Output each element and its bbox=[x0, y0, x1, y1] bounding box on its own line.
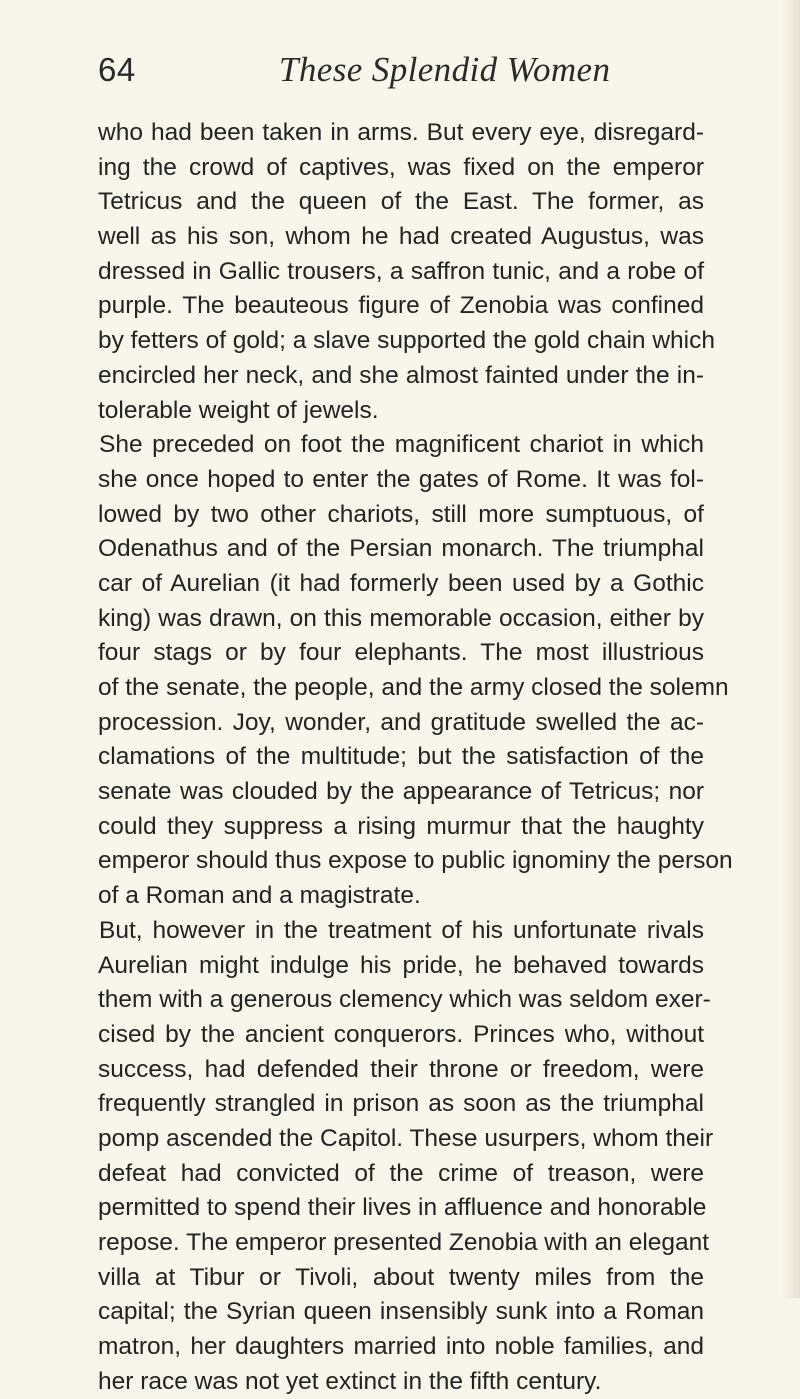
running-title: These Splendid Women bbox=[279, 50, 611, 89]
body-text bbox=[98, 116, 733, 1399]
text-line: villa at Tibur or Tivoli, about twenty miles from the bbox=[98, 1263, 704, 1291]
text-line: pomp ascended the Capitol. These usurpers, whom their bbox=[98, 1124, 714, 1152]
text-line: permitted to spend their lives in affluence and honorable bbox=[98, 1194, 707, 1222]
page-header bbox=[98, 48, 702, 92]
text-line: Aurelian might indulge his pride, he behaved towards bbox=[98, 951, 704, 979]
text-line: dressed in Gallic trousers, a saffron tunic, and a robe of bbox=[98, 257, 704, 285]
text-line: four stags or by four elephants. The most illustrious bbox=[98, 639, 704, 667]
text-line: senate was clouded by the appearance of Tetricus; nor bbox=[98, 778, 704, 806]
text-line: purple. The beauteous figure of Zenobia was confined bbox=[98, 292, 704, 320]
text-line: she once hoped to enter the gates of Rome. It was fol- bbox=[98, 465, 704, 493]
text-line: who had been taken in arms. But every eye, disregard- bbox=[98, 119, 704, 146]
text-line: tolerable weight of jewels. bbox=[98, 396, 379, 424]
text-line: matron, her daughters married into noble families, and bbox=[98, 1333, 704, 1361]
text-line: king) was drawn, on this memorable occasion, either by bbox=[98, 604, 704, 632]
text-line: her race was not yet extinct in the fifth century. bbox=[98, 1367, 602, 1395]
text-line: ing the crowd of captives, was fixed on the emperor bbox=[98, 153, 704, 181]
text-line: But, however in the treatment of his unfortunate rivals bbox=[99, 916, 704, 944]
text-line: cised by the ancient conquerors. Princes who, without bbox=[98, 1020, 704, 1048]
text-line: She preceded on foot the magnificent chariot in which bbox=[99, 431, 704, 459]
text-line: clamations of the multitude; but the satisfaction of the bbox=[98, 743, 704, 771]
text-line: defeat had convicted of the crime of treason, were bbox=[98, 1159, 704, 1187]
text-line: repose. The emperor presented Zenobia with an elegant bbox=[98, 1229, 710, 1256]
text-line: encircled her neck, and she almost fainted under the in- bbox=[98, 361, 704, 389]
text-line: lowed by two other chariots, still more sumptuous, of bbox=[98, 500, 704, 528]
text-line: capital; the Syrian queen insensibly sunk into a Roman bbox=[98, 1298, 704, 1326]
text-line: procession. Joy, wonder, and gratitude swelled the ac- bbox=[98, 708, 704, 736]
text-line: car of Aurelian (it had formerly been used by a Gothic bbox=[98, 569, 704, 597]
text-line: well as his son, whom he had created Augustus, was bbox=[98, 223, 704, 251]
text-line: of a Roman and a magistrate. bbox=[98, 882, 421, 910]
page-edge-shadow bbox=[782, 0, 800, 1298]
text-line: them with a generous clemency which was seldom exer- bbox=[98, 986, 711, 1014]
text-line: Odenathus and of the Persian monarch. The triumphal bbox=[98, 535, 704, 563]
text-line: of the senate, the people, and the army closed the solemn bbox=[98, 674, 729, 701]
text-line: frequently strangled in prison as soon as the triumphal bbox=[98, 1090, 704, 1118]
text-line: could they suppress a rising murmur that the haughty bbox=[98, 812, 704, 840]
text-line: Tetricus and the queen of the East. The former, as bbox=[98, 188, 704, 216]
text-line: emperor should thus expose to public ignominy the person bbox=[98, 847, 733, 875]
page-number: 64 bbox=[98, 51, 136, 88]
text-line: by fetters of gold; a slave supported the gold chain which bbox=[98, 327, 715, 355]
text-line: success, had defended their throne or freedom, were bbox=[98, 1055, 704, 1083]
